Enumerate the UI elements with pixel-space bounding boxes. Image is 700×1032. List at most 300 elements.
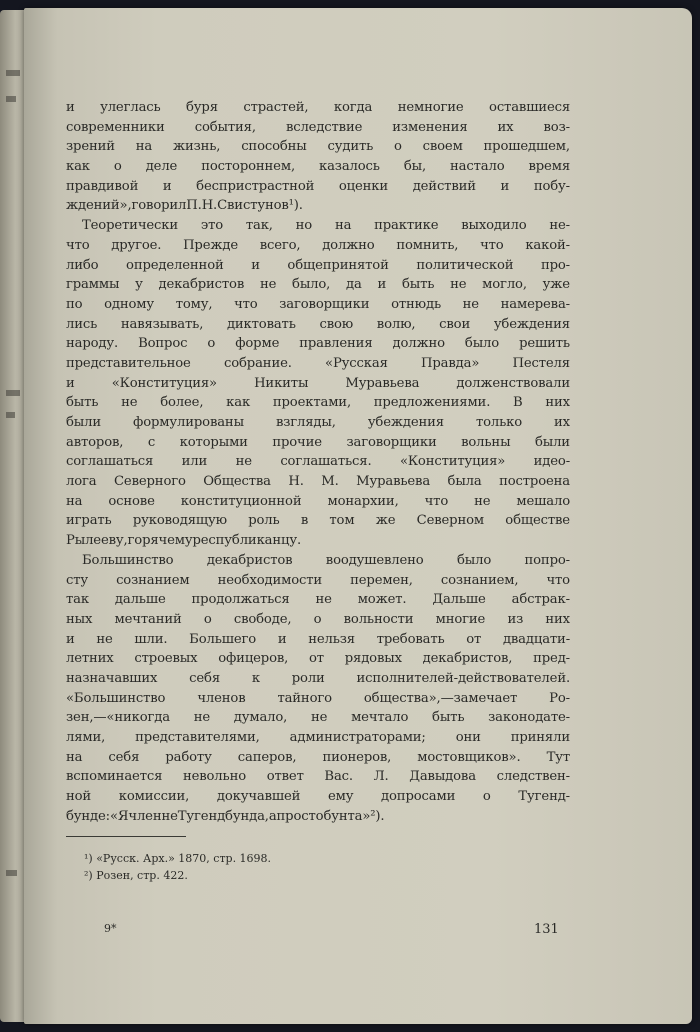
- word: было: [456, 552, 492, 568]
- word: Дальше: [432, 592, 486, 608]
- word: от: [309, 651, 324, 667]
- word: тому,: [175, 296, 213, 312]
- word: обществе: [505, 513, 570, 529]
- word: лись: [66, 316, 98, 332]
- word: что: [424, 493, 449, 509]
- word: ных: [66, 611, 93, 627]
- word: правления: [299, 336, 373, 352]
- word: беспристрастной: [196, 178, 315, 194]
- text-line: [66, 531, 570, 551]
- word: не: [450, 277, 467, 293]
- footnote-2: ²) Розен, стр. 422.: [84, 869, 188, 882]
- word: убеждения: [493, 316, 570, 332]
- word: приняли: [510, 730, 570, 745]
- word: ответ: [266, 769, 304, 785]
- word: не: [121, 395, 138, 411]
- word: лога: [66, 474, 97, 490]
- word: воз-: [543, 119, 570, 135]
- word: необходимости: [217, 572, 323, 588]
- footnotes: [84, 850, 271, 884]
- word: о: [393, 139, 402, 155]
- word: тайного: [277, 690, 332, 706]
- text-line: [66, 590, 570, 610]
- word: предложениями.: [373, 395, 491, 411]
- text-line: [66, 413, 570, 433]
- word: определенной: [126, 257, 224, 273]
- word: том: [329, 513, 355, 529]
- word: было: [464, 336, 500, 352]
- word: события,: [194, 119, 256, 135]
- word: улеглась: [100, 100, 161, 115]
- word: волю,: [376, 316, 416, 332]
- word: построена: [499, 474, 570, 490]
- text-line: [66, 354, 570, 374]
- word: ной: [66, 789, 92, 805]
- word: Давыдова: [409, 769, 476, 785]
- word: страстей,: [243, 100, 309, 115]
- word: допросами: [381, 789, 456, 805]
- text-line: [66, 511, 570, 531]
- word: так: [66, 592, 89, 608]
- text-line: [66, 374, 570, 394]
- text-line: [66, 728, 570, 748]
- word: Тут: [546, 749, 570, 765]
- word: П.: [186, 198, 202, 214]
- footnote-1: ¹) «Русск. Арх.» 1870, стр. 1698.: [84, 852, 272, 865]
- word: не: [235, 454, 252, 470]
- word: судить: [327, 139, 374, 155]
- word: форме: [235, 336, 280, 352]
- word: к: [251, 670, 260, 686]
- word: соглашаться: [66, 454, 154, 470]
- word: не: [315, 592, 332, 608]
- word: просто: [276, 808, 324, 824]
- word: отнюдь: [391, 296, 441, 312]
- word: зрений: [66, 139, 115, 155]
- word: общества»,—замечает: [363, 690, 518, 706]
- word: Прежде: [183, 237, 238, 253]
- text-line: [66, 315, 570, 335]
- word: думало,: [233, 710, 288, 726]
- text-line: [66, 157, 570, 177]
- word: Н.: [201, 198, 218, 214]
- text-line: [66, 610, 570, 630]
- word: была: [447, 474, 482, 490]
- text-line: [66, 118, 570, 138]
- word: соглашаться.: [280, 454, 372, 470]
- word: от: [466, 631, 482, 647]
- word: время: [528, 159, 570, 175]
- word: да: [346, 277, 362, 293]
- word: и: [66, 631, 75, 647]
- word: постороннем,: [201, 159, 295, 175]
- text-line: [66, 630, 570, 650]
- word: Муравьева: [356, 474, 431, 490]
- word: это: [200, 218, 224, 234]
- word: свою: [319, 316, 354, 332]
- word: «Русская: [325, 355, 388, 371]
- word: монархии,: [327, 493, 399, 509]
- word: помнить,: [396, 237, 459, 253]
- word: себя: [189, 670, 221, 686]
- word: способны: [241, 139, 307, 155]
- word: может.: [357, 592, 407, 608]
- word: заговорщики: [279, 296, 370, 312]
- word: многие: [435, 611, 486, 627]
- word: конституционной: [180, 493, 302, 509]
- word: о: [207, 336, 216, 352]
- text-line: [66, 689, 570, 709]
- word: офицеров,: [218, 651, 289, 667]
- word: убеждения: [367, 415, 444, 430]
- word: Правда»: [421, 355, 480, 371]
- word: про-: [540, 257, 570, 273]
- word: невольно: [182, 769, 246, 785]
- word: представительное: [66, 355, 191, 371]
- word: рядовых: [344, 651, 402, 667]
- text-line: [66, 256, 570, 276]
- text-line: [66, 137, 570, 157]
- word: свободе,: [233, 611, 292, 627]
- word: и: [500, 178, 510, 194]
- word: «Конституция»: [111, 375, 217, 391]
- word: народу.: [66, 336, 119, 352]
- word: говорил: [131, 198, 187, 214]
- word: современники: [66, 119, 165, 135]
- word: Муравьева: [345, 375, 420, 391]
- word: в: [300, 513, 309, 529]
- word: решить: [519, 336, 570, 352]
- word: Большинство: [82, 552, 174, 568]
- word: у: [135, 277, 143, 293]
- word: всего,: [259, 237, 301, 253]
- word: на: [334, 218, 352, 234]
- word: должно: [322, 237, 375, 253]
- word: их: [497, 119, 514, 135]
- word: роль: [248, 513, 280, 529]
- word: практике: [374, 218, 439, 234]
- word: проектами,: [272, 395, 351, 411]
- word: администраторами;: [289, 730, 426, 745]
- word: них: [545, 611, 570, 627]
- body-text: [66, 98, 570, 826]
- word: лями,: [66, 730, 106, 745]
- word: изменения: [392, 119, 468, 135]
- word: намерева-: [500, 296, 570, 312]
- text-line: [66, 472, 570, 492]
- text-line: [66, 708, 570, 728]
- word: диктовать: [226, 316, 296, 332]
- word: быть: [401, 277, 435, 293]
- word: ему: [327, 789, 354, 805]
- word: играть: [66, 513, 112, 529]
- word: казалось: [318, 159, 380, 175]
- word: бунта»: [323, 808, 371, 824]
- word: как: [66, 159, 90, 175]
- word: не: [462, 296, 479, 312]
- word: абстрак-: [511, 592, 570, 608]
- word: мечтало: [351, 710, 409, 726]
- word: своем: [422, 139, 463, 155]
- word: Тугенд-: [518, 789, 570, 805]
- word: Н.: [288, 474, 304, 490]
- word: оценки: [338, 178, 389, 194]
- word: попро-: [524, 552, 570, 568]
- text-line: [66, 196, 570, 216]
- word: свои: [439, 316, 471, 332]
- word: более,: [160, 395, 204, 411]
- word: требовать: [376, 631, 445, 647]
- word: сту: [66, 572, 88, 588]
- word: и: [251, 257, 260, 273]
- text-line: [66, 177, 570, 197]
- printer-signature: 9*: [104, 922, 117, 935]
- word: исполнителей-действователей.: [356, 670, 570, 686]
- word: сознанием,: [440, 572, 519, 588]
- word: перемен,: [350, 572, 413, 588]
- word: Северного: [113, 474, 186, 490]
- word: членов: [197, 690, 246, 706]
- word: должно: [392, 336, 445, 352]
- word: сознанием: [116, 572, 190, 588]
- text-line: [66, 767, 570, 787]
- word: ждений»,: [66, 198, 132, 214]
- word: политической: [416, 257, 514, 273]
- word: как: [226, 395, 251, 411]
- word: же: [375, 513, 396, 529]
- word: декабристов: [206, 552, 293, 568]
- word: воодушевлено: [325, 552, 424, 568]
- word: вольности: [343, 611, 414, 627]
- word: горячему: [127, 533, 193, 549]
- word: о: [482, 789, 491, 805]
- word: пред-: [533, 651, 570, 667]
- word: быть: [432, 710, 465, 726]
- word: настало: [450, 159, 505, 175]
- word: общепринятой: [287, 257, 389, 273]
- word: следствен-: [496, 769, 570, 785]
- text-line: [66, 433, 570, 453]
- word: продолжаться: [191, 592, 290, 608]
- word: член: [128, 808, 162, 824]
- text-line: [66, 807, 570, 827]
- word: Северном: [416, 513, 484, 529]
- word: нельзя: [308, 631, 355, 647]
- word: Свистунов: [217, 198, 289, 214]
- word: буря: [186, 100, 218, 115]
- word: них: [545, 395, 570, 411]
- word: что: [234, 296, 258, 312]
- word: комиссии,: [118, 789, 190, 805]
- word: могло,: [482, 277, 527, 293]
- word: из: [507, 611, 524, 627]
- text-line: [66, 393, 570, 413]
- word: М.: [321, 474, 339, 490]
- word: декабристов: [158, 277, 245, 293]
- word: и: [277, 631, 287, 647]
- word: представителями,: [135, 730, 260, 745]
- word: не: [96, 631, 113, 647]
- word: законодате-: [488, 710, 570, 726]
- word: Ро-: [549, 690, 570, 706]
- text-line: [66, 295, 570, 315]
- word: Тугендбунда,: [177, 808, 269, 824]
- text-line: [66, 452, 570, 472]
- word: и: [66, 375, 75, 391]
- word: только: [475, 415, 523, 430]
- word: формулированы: [133, 415, 244, 430]
- word: с: [147, 434, 156, 450]
- word: были: [534, 434, 570, 450]
- word: назначавших: [66, 670, 158, 686]
- word: Рылееву,: [66, 533, 128, 549]
- word: немногие: [397, 100, 464, 115]
- word: строевых: [134, 651, 198, 667]
- word: не: [161, 808, 178, 824]
- word: что: [66, 237, 90, 253]
- word: собрание.: [223, 355, 292, 371]
- word: докучавшей: [216, 789, 301, 805]
- word: дальше: [114, 592, 166, 608]
- word: но: [295, 218, 313, 234]
- text-line: [66, 98, 570, 118]
- text-line: [66, 787, 570, 807]
- word: бы,: [403, 159, 427, 175]
- word: быть: [66, 395, 99, 411]
- word: правдивой: [66, 178, 139, 194]
- word: вследствие: [285, 119, 363, 135]
- footnote-rule: [66, 836, 186, 837]
- word: когда: [333, 100, 373, 115]
- word: идео-: [533, 454, 570, 470]
- word: заговорщики: [346, 434, 437, 450]
- word: прошедшем,: [483, 139, 570, 155]
- word: «Я: [109, 808, 129, 824]
- text-line: [66, 748, 570, 768]
- word: шли.: [134, 631, 168, 647]
- word: одному: [104, 296, 155, 312]
- word: ¹).: [288, 198, 303, 214]
- word: бунде:: [66, 808, 110, 824]
- word: не-: [549, 218, 570, 234]
- word: основе: [108, 493, 155, 509]
- word: мешало: [516, 493, 570, 509]
- word: оставшиеся: [489, 100, 570, 115]
- word: декабристов,: [422, 651, 513, 667]
- word: уже: [542, 277, 570, 293]
- word: Никиты: [254, 375, 309, 391]
- word: Большего: [189, 631, 257, 647]
- word: взгляды,: [275, 415, 336, 430]
- word: либо: [66, 257, 99, 273]
- word: они: [455, 730, 481, 745]
- word: жизнь,: [172, 139, 221, 155]
- word: и: [66, 100, 75, 115]
- word: зен,—«никогда: [66, 710, 170, 726]
- word: пионеров,: [322, 749, 392, 765]
- word: работу: [165, 749, 212, 765]
- word: вольны: [461, 434, 511, 450]
- word: так,: [245, 218, 273, 234]
- word: «Большинство: [66, 690, 166, 706]
- text-line: [66, 275, 570, 295]
- text-line: [66, 492, 570, 512]
- word: какой-: [525, 237, 570, 253]
- word: не: [474, 493, 491, 509]
- word: по: [66, 296, 83, 312]
- word: Л.: [373, 769, 389, 785]
- word: Вопрос: [138, 336, 188, 352]
- word: о: [203, 611, 212, 627]
- word: деле: [145, 159, 178, 175]
- word: республиканцу.: [192, 533, 301, 549]
- word: или: [181, 454, 208, 470]
- word: саперов,: [237, 749, 297, 765]
- word: Вас.: [324, 769, 353, 785]
- word: и: [162, 178, 172, 194]
- word: другое.: [111, 237, 162, 253]
- word: летних: [66, 651, 114, 667]
- word: не: [193, 710, 210, 726]
- word: а: [268, 808, 277, 824]
- word: на: [66, 749, 83, 765]
- word: граммы: [66, 277, 120, 293]
- word: двадцати-: [502, 631, 570, 647]
- text-line: [66, 334, 570, 354]
- word: «Конституция»: [399, 454, 506, 470]
- word: роли: [291, 670, 325, 686]
- word: мечтаний: [114, 611, 182, 627]
- word: которыми: [179, 434, 248, 450]
- word: вспоминается: [66, 769, 163, 785]
- text-line: [66, 551, 570, 571]
- word: побу-: [533, 178, 570, 194]
- text-line: [66, 571, 570, 591]
- word: мостовщиков».: [417, 749, 521, 765]
- text-line: [66, 216, 570, 236]
- word: действий: [412, 178, 476, 194]
- word: ²).: [370, 808, 385, 824]
- word: о: [313, 611, 322, 627]
- text-line: [66, 649, 570, 669]
- word: себя: [108, 749, 140, 765]
- word: не: [259, 277, 277, 293]
- text-line: [66, 236, 570, 256]
- page-number: 131: [534, 922, 559, 937]
- word: навязывать,: [120, 316, 204, 332]
- text-line: [66, 669, 570, 689]
- word: было,: [292, 277, 331, 293]
- word: Общества: [203, 474, 271, 490]
- word: долженствовали: [456, 375, 570, 391]
- word: В: [513, 395, 523, 411]
- word: Теоретически: [82, 218, 179, 234]
- word: Пестеля: [512, 355, 570, 371]
- word: их: [554, 415, 570, 430]
- word: прочие: [272, 434, 322, 450]
- word: на: [135, 139, 153, 155]
- word: на: [66, 493, 83, 509]
- word: что: [546, 572, 570, 588]
- word: о: [113, 159, 122, 175]
- word: что: [480, 237, 504, 253]
- word: были: [66, 415, 102, 430]
- word: и: [377, 277, 387, 293]
- word: не: [311, 710, 328, 726]
- word: выходило: [461, 218, 527, 234]
- word: руководящую: [132, 513, 227, 529]
- word: авторов,: [66, 434, 124, 450]
